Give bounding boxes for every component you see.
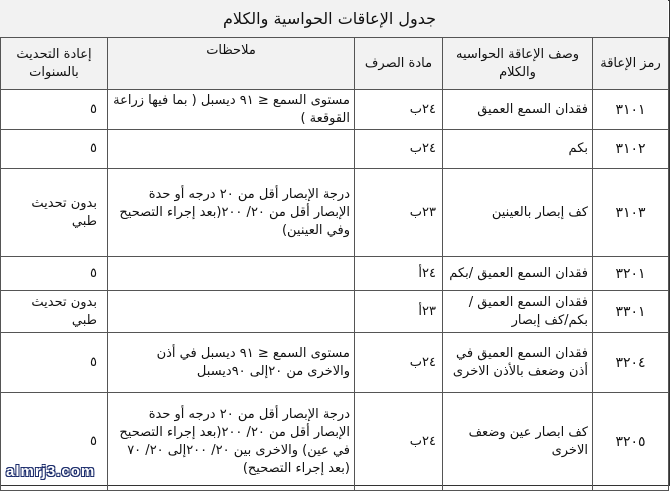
cell-code: ٣١٠٣ bbox=[593, 169, 669, 257]
header-notes: ملاحظات bbox=[108, 38, 355, 90]
cell-update: ٥ bbox=[1, 333, 108, 393]
table-title: جدول الإعاقات الحواسية والكلام bbox=[223, 9, 436, 28]
title-bar bbox=[0, 0, 668, 38]
cell-description: فقدان السمع العميق في أذن وضعف بالأذن الاخرى bbox=[443, 333, 593, 393]
cell-code: ٣٢٠٥ bbox=[593, 393, 669, 491]
disabilities-table bbox=[0, 37, 669, 491]
cell-update: بدون تحديث طبي bbox=[1, 291, 108, 333]
cell-update: بدون تحديث طبي bbox=[1, 169, 108, 257]
cell-notes: درجة الإبصار أقل من ٢٠ درجه أو حدة الإبصار أقل من ٢٠/ ٢٠٠(بعد إجراء التصحيح في عين) والاخرى بين ٢٠/ ٢٠٠إلى ٢٠/ ٧٠ (بعد إجراء التصحيح) bbox=[108, 393, 355, 491]
cell-notes: درجة الإبصار أقل من ٢٠ درجه أو حدة الإبصار أقل من ٢٠/ ٢٠٠(بعد إجراء التصحيح وفي العينين) bbox=[108, 169, 355, 257]
cell-expense: ٢٣أ bbox=[355, 291, 443, 333]
cell-description: كف إبصار بالعينين bbox=[443, 169, 593, 257]
cell-description: فقدان السمع العميق /بكم/كف إبصار bbox=[443, 291, 593, 333]
cell-notes bbox=[108, 257, 355, 291]
cell-expense: ٢٤ب bbox=[355, 333, 443, 393]
table-row bbox=[1, 333, 669, 393]
watermark-logo: almrj3.com bbox=[6, 463, 96, 480]
table-row bbox=[1, 393, 669, 491]
cell-expense: ٢٣ب bbox=[355, 169, 443, 257]
cell-code: ٣٢٠١ bbox=[593, 257, 669, 291]
cell-update: ٥ bbox=[1, 257, 108, 291]
cell-code: ٣١٠١ bbox=[593, 90, 669, 130]
header-row bbox=[1, 38, 669, 90]
table-row bbox=[1, 90, 669, 130]
cell-notes: مستوى السمع ≤ ٩١ ديسبل في أذن والاخرى من ٢٠إلى ٩٠ديسبل bbox=[108, 333, 355, 393]
cell-notes bbox=[108, 130, 355, 169]
cell-notes bbox=[108, 291, 355, 333]
cell-expense: ٢٤ب bbox=[355, 90, 443, 130]
cell-description: كف ابصار عين وضعف الاخرى bbox=[443, 393, 593, 491]
cell-update: ٥ bbox=[1, 90, 108, 130]
cell-notes: مستوى السمع ≤ ٩١ ديسبل ( بما فيها زراعة القوقعة ) bbox=[108, 90, 355, 130]
table-row bbox=[1, 291, 669, 333]
cell-description: فقدان السمع العميق /بكم bbox=[443, 257, 593, 291]
cell-code: ٣١٠٢ bbox=[593, 130, 669, 169]
cell-expense: ٢٤أ bbox=[355, 257, 443, 291]
cell-expense: ٢٤ب bbox=[355, 130, 443, 169]
header-update: إعادة التحديث بالسنوات bbox=[1, 38, 108, 90]
cell-code: ٣٢٠٤ bbox=[593, 333, 669, 393]
cell-update: ٥ bbox=[1, 393, 108, 491]
table-row bbox=[1, 130, 669, 169]
header-expense: مادة الصرف bbox=[355, 38, 443, 90]
header-description: وصف الإعاقة الحواسيه والكلام bbox=[443, 38, 593, 90]
cell-description: فقدان السمع العميق bbox=[443, 90, 593, 130]
cell-expense: ٢٤ب bbox=[355, 393, 443, 491]
table-row bbox=[1, 257, 669, 291]
cell-update: ٥ bbox=[1, 130, 108, 169]
header-code: رمز الإعاقة bbox=[593, 38, 669, 90]
cell-code: ٣٣٠١ bbox=[593, 291, 669, 333]
cell-description: بكم bbox=[443, 130, 593, 169]
table-row bbox=[1, 169, 669, 257]
